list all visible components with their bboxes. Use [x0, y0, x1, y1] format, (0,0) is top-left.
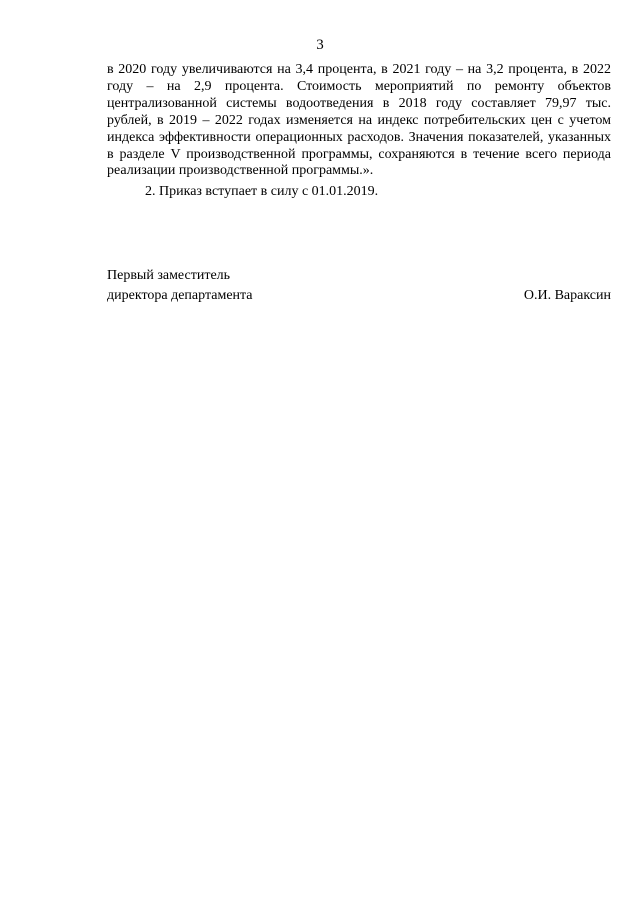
body-paragraph-continuation: в 2020 году увеличиваются на 3,4 процента, в 2021 году – на 3,2 процента, в 2022 году – на 2,9 процента. Стоимость мероприятий по ремонту объектов централизованной системы водоотведения в 2018 году составляет 79,97 тыс. рублей, в 2019 – 2022 годах изменяется на индекс потребительских цен с учетом индекса эффективности операционных расходов. Значения показателей, указанных в разделе V производственной программы, сохраняются в течение всего периода реализации производственной программы.». [107, 62, 611, 179]
signature-row [107, 286, 611, 306]
signatory-title-line1: Первый заместитель [107, 268, 231, 283]
document-body [107, 62, 611, 201]
signatory-name: О.И. Вараксин [523, 288, 611, 303]
body-paragraph-effective-date: 2. Приказ вступает в силу с 01.01.2019. [145, 184, 379, 200]
signature-block [107, 266, 611, 306]
signatory-title-line2: директора департамента [107, 288, 253, 303]
page-number: 3 [316, 37, 324, 53]
